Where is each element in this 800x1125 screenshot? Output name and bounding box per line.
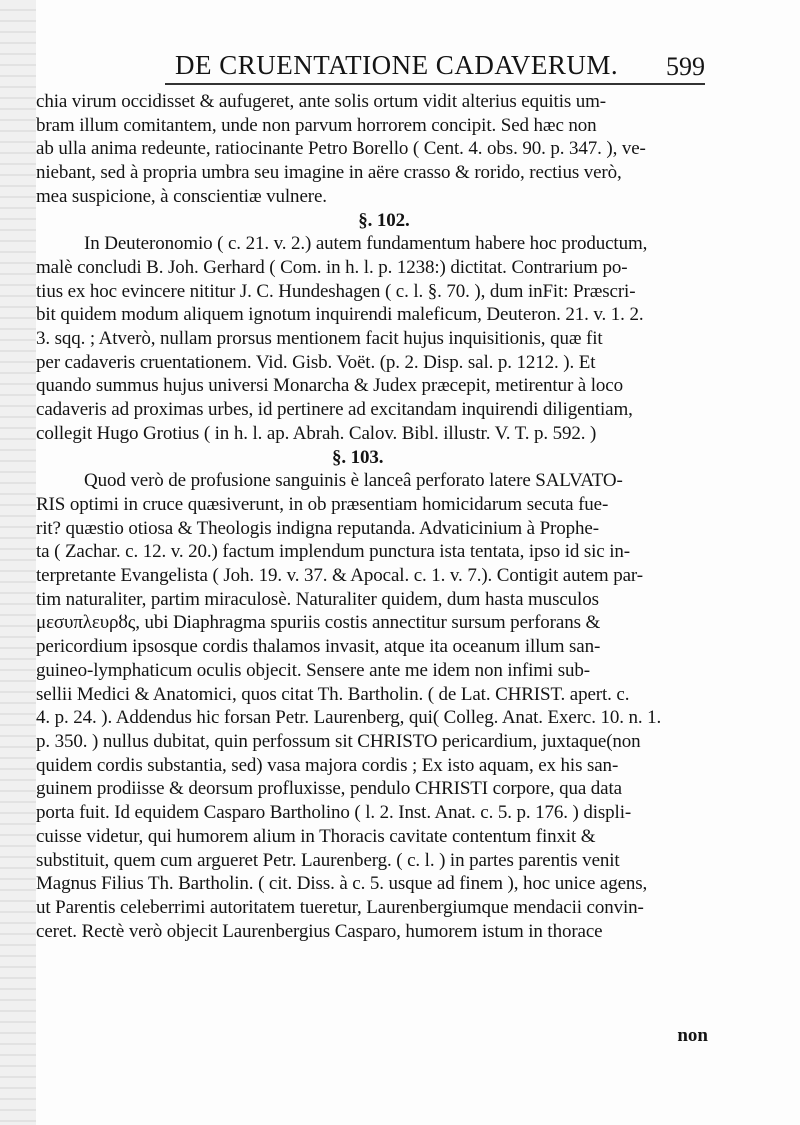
text-line: chia virum occidisset & aufugeret, ante solis ortum vidit alterius equitis um- (36, 91, 607, 112)
text-line: sellii Medici & Anatomici, quos citat Th. Bartholin. ( de Lat. CHRIST. apert. c. (36, 683, 630, 705)
text-line: 3. sqq. ; Atverò, nullam prorsus mentionem facit hujus inquisitionis, quæ fit (36, 328, 603, 350)
text-line: terpretante Evangelista ( Joh. 19. v. 37. & Apocal. c. 1. v. 7.). Contigit autem par- (36, 565, 643, 587)
text-line: rit? quæstio otiosa & Theologis indigna reputanda. Advaticinium à Prophe- (36, 517, 599, 539)
text-line: 4. p. 24. ). Addendus hic forsan Petr. Laurenberg, qui( Colleg. Anat. Exerc. 10. n. 1. (36, 707, 662, 729)
text-line: porta fuit. Id equidem Caspаro Bartholino ( l. 2. Inst. Anat. c. 5. p. 176. ) displi- (36, 802, 632, 824)
text-line: mea suspicione, à conscientiæ vulnere. (36, 185, 327, 207)
text-line: malè concludi B. Joh. Gerhard ( Com. in h. l. p. 1238:) dictitat. Contrarium po- (36, 256, 628, 278)
text-line: ceret. Rectè verò objecit Laurenbergius Casparo, humorem istum in thorace (36, 920, 603, 942)
catchword: non (677, 1025, 708, 1046)
text-line: cadaveris ad proximas urbes, id pertinere ad excitandam inquirendi diligentiam, (36, 399, 633, 421)
text-line: guinem prodiisse & deorsum profluxisse, pendulo CHRISTI corpore, qua data (36, 778, 622, 800)
text-line: Quod verò de profusione sanguinis è lanceâ perforato latere SALVATO- (84, 470, 623, 492)
text-line: niebant, sed à propria umbra seu imagine in aëre crasso & rorido, rectius verò, (36, 162, 622, 184)
text-line: pericordium ipsosque cordis thalamos invasit, atque ita oceanum illum san- (36, 636, 601, 658)
page-header (165, 50, 705, 88)
text-line: bit quidem modum aliquem ignotum inquirendi maleficum, Deuteron. 21. v. 1. 2. (36, 304, 644, 326)
text-line: ab ulla anima redeunte, ratiocinante Petro Borello ( Cent. 4. obs. 90. p. 347. ), ve- (36, 138, 646, 160)
text-line: guineo-lymphaticum oculis objecit. Sensere ante me idem non infimi sub- (36, 659, 590, 681)
page-number: 599 (666, 52, 705, 81)
text-line: μεσυπλευρȣς, ubi Diaphragma spuriis costis annectitur sursum perforans & (36, 612, 601, 634)
text-line: ut Parentis celeberrimi autoritatem tueretur, Laurenbergiumque mendacii convin- (36, 896, 644, 918)
text-line: cuisse videtur, qui humorem alium in Thoracis cavitate contentum finxit & (36, 825, 596, 847)
header-rule (165, 83, 705, 85)
text-line: tim naturaliter, partim miraculosè. Naturaliter quidem, dum hasta musculos (36, 588, 599, 610)
text-line: ta ( Zachar. c. 12. v. 20.) factum implendum punctura ista tentata, ipso id sic in- (36, 541, 630, 563)
text-line: substituit, quem cum argueret Petr. Laurenberg. ( c. l. ) in partes parentis venit (36, 849, 620, 871)
body-text (36, 90, 708, 943)
text-line: quando summus hujus universi Monarcha & Judex præcepit, metirentur à loco (36, 375, 623, 397)
section-heading: §. 102. (358, 209, 410, 231)
section-heading: §. 103. (332, 446, 384, 468)
text-line: In Deuteronomio ( c. 21. v. 2.) autem fundamentum habere hoc productum, (84, 233, 648, 255)
page-edge-shadow (0, 0, 36, 1125)
text-line: quidem cordis substantia, sed) vasa majora cordis ; Ex isto aquam, ex his san- (36, 754, 619, 776)
text-line: Magnus Filius Th. Bartholin. ( cit. Diss. à c. 5. usque ad finem ), hoc unice agens, (36, 873, 648, 895)
text-line: collegit Hugo Grotius ( in h. l. ap. Abrah. Calov. Bibl. illustr. V. T. p. 592. ) (36, 422, 597, 444)
text-line: tius ex hoc evincere nititur J. C. Hundeshagen ( c. l. §. 70. ), dum inFit: Præscri- (36, 280, 636, 302)
text-line: bram illum comitantem, unde non parvum horrorem concipit. Sed hæc non (36, 114, 597, 136)
text-line: per cadaveris cruentationem. Vid. Gisb. Voët. (p. 2. Disp. sal. p. 1212. ). Et (36, 351, 596, 373)
running-title: DE CRUENTATIONE CADAVERUM. (175, 50, 619, 80)
text-line: p. 350. ) nullus dubitat, quin perfossum sit CHRISTO pericardium, juxtaque(non (36, 730, 641, 752)
text-line: RIS optimi in cruce quæsiverunt, in ob præsentiam homicidarum secuta fue- (36, 493, 609, 515)
